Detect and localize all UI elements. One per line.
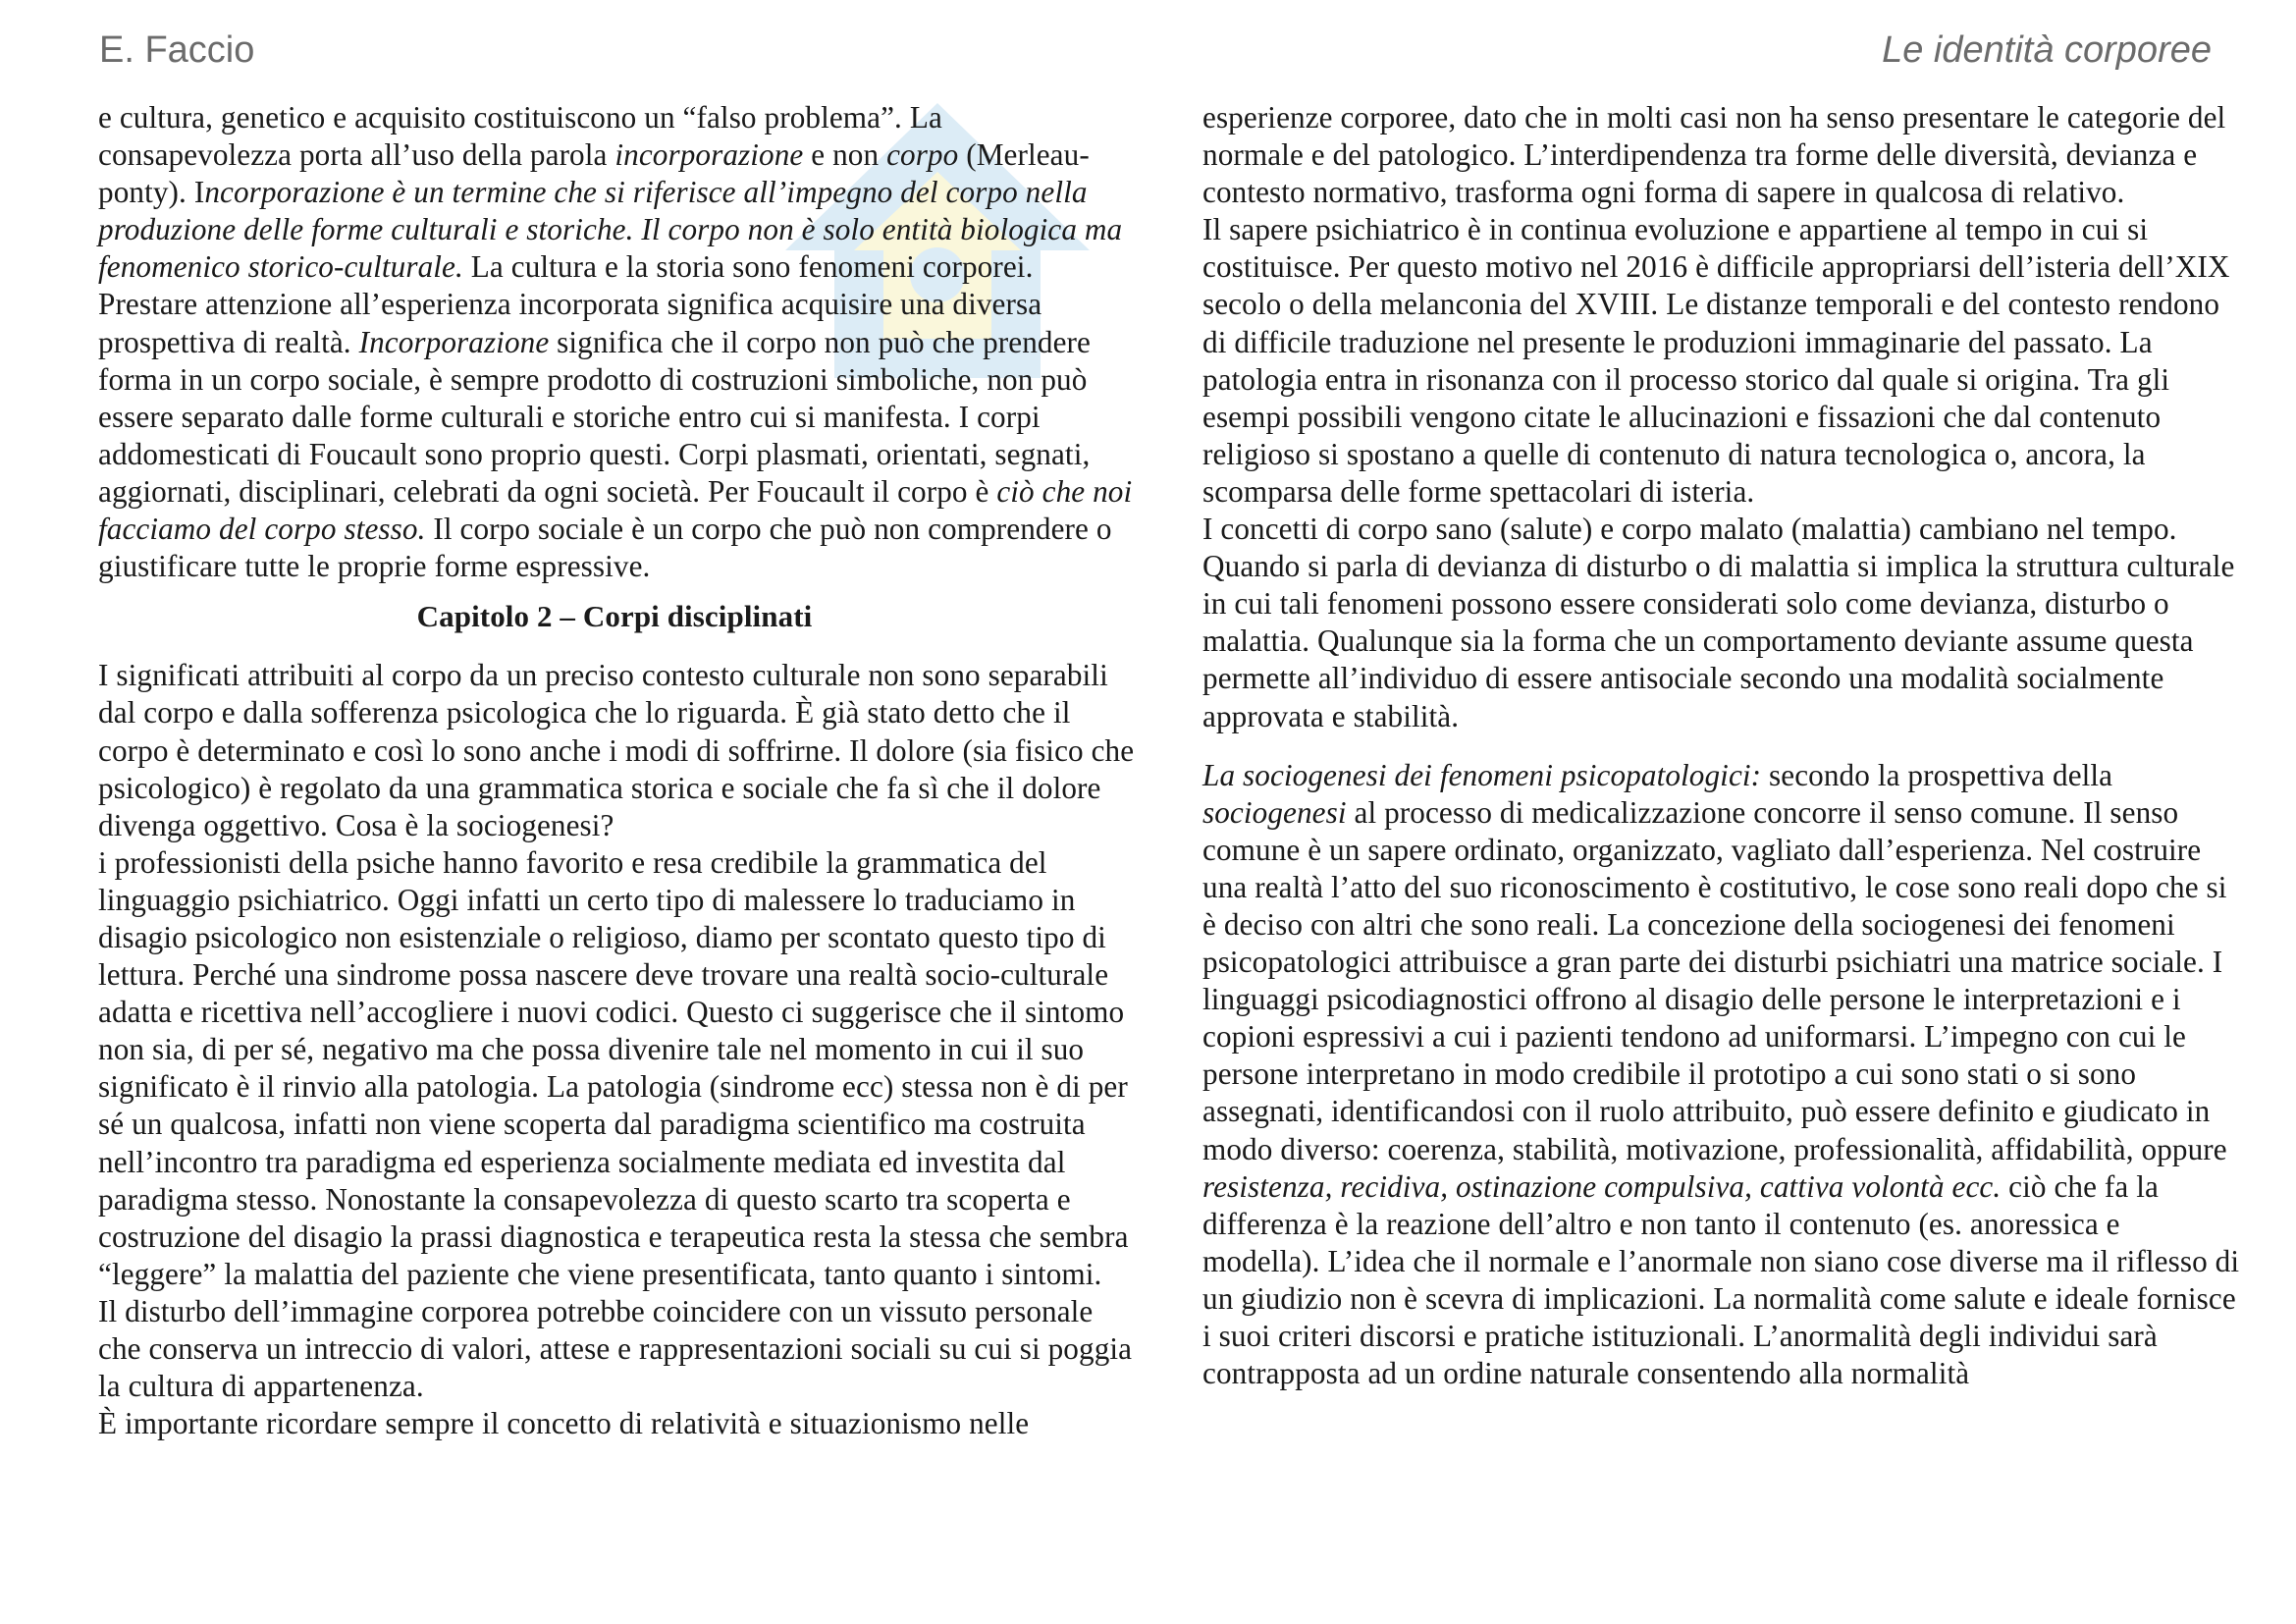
header-title: Le identità corporee — [1882, 29, 2212, 71]
text-segment: incorporazione — [614, 137, 804, 173]
header-author: E. Faccio — [99, 29, 255, 71]
text-segment: corpo — [886, 137, 959, 173]
text-segment: La cultura e la storia sono fenomeni corporei. Prestare attenzione all’esperienza incorporata significa acquisire una diversa prospettiva di realtà. — [98, 249, 1042, 359]
text-segment: secondo la prospettiva della — [1761, 757, 2113, 792]
right-paragraph-1: esperienze corporee, dato che in molti casi non ha senso presentare le categorie del normale e del patologico. L’interdipendenza tra forme delle diversità, devianza e contesto normativo, trasforma ogni forma di sapere in qualcosa di relativo. — [1202, 100, 2226, 210]
left-paragraph-1 — [98, 99, 1139, 585]
text-segment: La sociogenesi dei fenomeni psicopatologici: — [1202, 757, 1762, 792]
right-paragraph-2: Il sapere psichiatrico è in continua evoluzione e appartiene al tempo in cui si costituisce. Per questo motivo nel 2016 è difficile appropriarsi dell’isteria dell’XIX secolo o della melanconia del XVIII. Le distanze temporali e del contesto rendono di difficile traduzione nel presente le produzioni immaginarie del passato. La patologia entra in risonanza con il processo storico dal quale si origina. Tra gli esempi possibili vengono citate le allucinazioni e fissazioni che dal contenuto religioso si spostano a quelle di contenuto di natura tecnologica o, ancora, la scomparsa delle forme spettacolari di isteria. — [1202, 212, 2230, 509]
right-paragraph-3: I concetti di corpo sano (salute) e corpo malato (malattia) cambiano nel tempo. Quando si parla di devianza di disturbo o di malattia si implica la struttura culturale in cui tali fenomeni possono essere considerati solo come devianza, disturbo o malattia. Qualunque sia la forma che un comportamento deviante assume questa permette all’individuo di essere antisociale secondo una modalità socialmente approvata e stabilità. — [1202, 512, 2235, 733]
text-segment: (Merleau-ponty). I — [98, 137, 1090, 210]
text-segment: resistenza, recidiva, ostinazione compulsiva, cattiva volontà ecc. — [1202, 1168, 2002, 1204]
text-segment: ncorporazione è un termine che si riferisce all’impegno del corpo nella produzione delle forme culturali e storiche. Il corpo non è solo entità biologica ma fenomenico storico-culturale. — [98, 175, 1123, 285]
text-segment: ciò che noi facciamo del corpo stesso. — [98, 473, 1133, 547]
left-column — [98, 99, 1139, 1442]
text-segment: Il corpo sociale è un corpo che può non comprendere o giustificare tutte le proprie forme espressive. — [98, 512, 1112, 584]
left-paragraph-3: i professionisti della psiche hanno favorito e resa credibile la grammatica del linguaggio psichiatrico. Oggi infatti un certo tipo di malessere lo traduciamo in disagio psicologico non esistenziale o religioso, diamo per scontato questo tipo di lettura. Perché una sindrome possa nascere deve trovare una realtà socio-culturale adatta e ricettiva nell’accogliere i nuovi codici. Questo ci suggerisce che il sintomo non sia, di per sé, negativo ma che possa divenire tale nel momento in cui il suo significato è il rinvio alla patologia. La patologia (sindrome ecc) stessa non è di per sé un qualcosa, infatti non viene scoperta dal paradigma scientifico ma costruita nell’incontro tra paradigma ed esperienza socialmente mediata ed investita dal paradigma stesso. Nonostante la consapevolezza di questo scarto tra scoperta e costruzione del disagio la prassi diagnostica e terapeutica resta la stessa che sembra “leggere” la malattia del paziente che viene presentificata, tanto quanto i sintomi. — [98, 844, 1129, 1291]
text-segment: sociogenesi — [1202, 794, 1347, 830]
left-paragraph-4: Il disturbo dell’immagine corporea potrebbe coincidere con un vissuto personale che conserva un intreccio di valori, attese e rappresentazioni sociali su cui si poggia la cultura di appartenenza. — [98, 1293, 1133, 1404]
chapter-heading: Capitolo 2 – Corpi disciplinati — [416, 599, 813, 634]
text-segment: e non — [803, 137, 887, 173]
text-segment: e cultura, genetico e acquisito costituiscono un “falso problema”. La consapevolezza porta all’uso della parola — [98, 100, 942, 173]
text-segment: ciò che fa la differenza è la reazione dell’altro e non tanto il contenuto (es. anoressica e modella). L’idea che il normale e l’anormale non siano cose diverse ma il riflesso di un giudizio non è scevra di implicazioni. La normalità come salute e ideale fornisce i suoi criteri discorsi e pratiche istituzionali. L’anormalità degli individui sarà contrapposta ad un ordine naturale consentendo alla normalità — [1202, 1168, 2240, 1391]
left-paragraph-5: È importante ricordare sempre il concetto di relatività e situazionismo nelle — [98, 1406, 1030, 1441]
text-segment: al processo di medicalizzazione concorre il senso comune. Il senso comune è un sapere ordinato, organizzato, vagliato dall’esperienza. Nel costruire una realtà l’atto del suo riconoscimento è costitutivo, le cose sono reali dopo che si è deciso con altri che sono reali. La concezione della sociogenesi dei fenomeni psicopatologici attribuisce a gran parte dei disturbi psichiatri una matrice sociale. I linguaggi psicodiagnostici offrono al disagio delle persone le interpretazioni e i copioni espressivi a cui i pazienti tendono ad uniformarsi. L’impegno con cui le persone interpretano in modo credibile il prototipo a cui sono stati o si sono assegnati, identificandosi con il ruolo attribuito, può essere definito e giudicato in modo diverso: coerenza, stabilità, motivazione, professionalità, affidabilità, oppure — [1202, 794, 2227, 1166]
right-paragraph-4 — [1202, 757, 2243, 1393]
left-paragraph-2: I significati attribuiti al corpo da un preciso contesto culturale non sono separabili dal corpo e dalla sofferenza psicologica che lo riguarda. È già stato detto che il corpo è determinato e così lo sono anche i modi di soffrirne. Il dolore (sia fisico che psicologico) è regolato da una grammatica storica e sociale che fa sì che il dolore divenga oggettivo. Cosa è la sociogenesi? — [98, 658, 1135, 842]
text-segment: significa che il corpo non può che prendere forma in un corpo sociale, è sempre prodotto di costruzioni simboliche, non può essere separato dalle forme culturali e storiche entro cui si manifesta. I corpi addomesticati di Foucault sono proprio questi. Corpi plasmati, orientati, segnati, aggiornati, disciplinari, celebrati da ogni società. Per Foucault il corpo è — [98, 324, 1091, 509]
text-segment: Incorporazione — [358, 324, 550, 359]
right-column — [1202, 99, 2243, 1392]
